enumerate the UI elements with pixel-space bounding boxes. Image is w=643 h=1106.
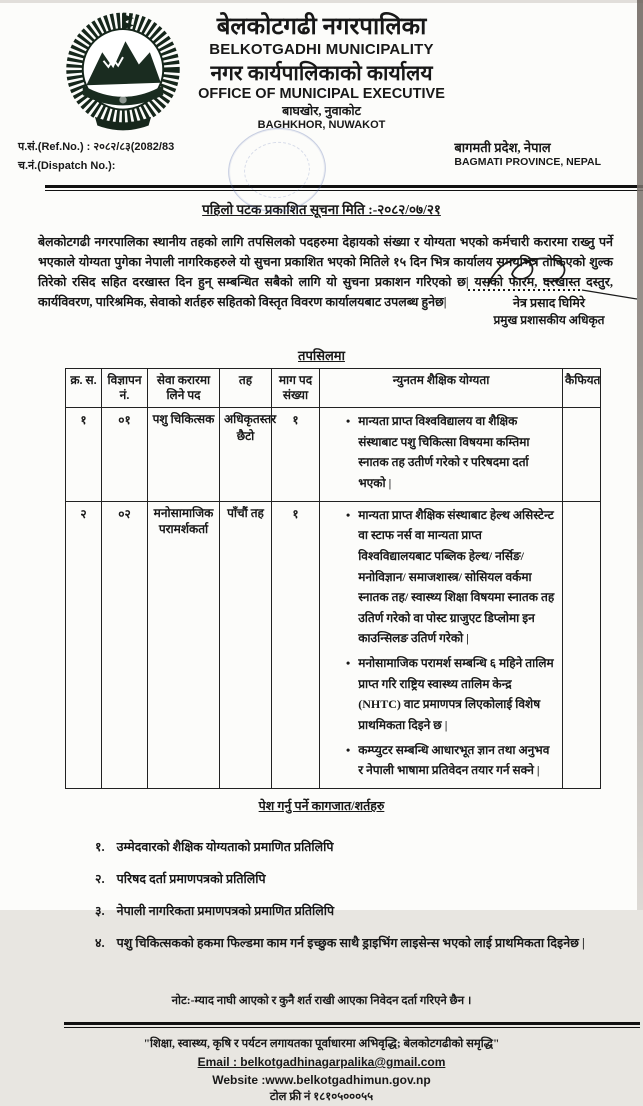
- qualification-text: मनोसामाजिक परामर्श सम्बन्धि ६ महिने तालिम प्राप्त गरि राष्ट्रिय स्वास्थ्य तालिम केन्द्र (NHTC) वाट प्रमाणपत्र लिएकोलाई विशेष प्राथमिकता दिइने छ |: [358, 656, 554, 732]
- note-line: नोट:-म्याद नाघी आएको र कुनै शर्त राखी आएका निवेदन दर्ता गरिएने छैन ।: [171, 994, 472, 1007]
- website-line: Website :www.belkotgadhimun.gov.np: [212, 1073, 431, 1088]
- col-header-level: तह: [220, 369, 272, 408]
- row2-sn: २: [66, 501, 102, 788]
- scan-edge-right: [637, 0, 643, 910]
- address-english: BAGHKHOR, NUWAKOT: [257, 118, 386, 131]
- col-header-remarks: कैफियत: [563, 369, 601, 408]
- col-header-post: सेवा करारमा लिने पद: [148, 369, 220, 408]
- bullet-icon: •: [346, 656, 351, 671]
- item-number: ३.: [95, 903, 105, 918]
- office-name-nepali: नगर कार्यपालिकाको कार्यालय: [210, 61, 433, 85]
- col-header-vacancies: माग पद संख्या: [272, 369, 320, 408]
- scan-edge-top: [0, 0, 643, 3]
- vacancy-table: [65, 368, 601, 789]
- signature-scribble-icon: [460, 250, 638, 300]
- qualification-item: [330, 653, 556, 736]
- item-text: उम्मेदवारको शैक्षिक योग्यताको प्रमाणित प्रतिलिपि: [116, 839, 334, 854]
- header-divider: [45, 185, 643, 191]
- row1-remarks: [563, 408, 601, 502]
- row2-qualifications: [320, 501, 563, 788]
- bullet-icon: •: [346, 507, 351, 522]
- table-header-row: [66, 369, 601, 408]
- signature-block: [459, 250, 639, 328]
- row2-post: मनोसामाजिक परामर्शकर्ता: [148, 501, 220, 788]
- list-item: [95, 902, 643, 919]
- row2-advt-no: ०२: [102, 501, 148, 788]
- slogan: "शिक्षा, स्वास्थ्य, कृषि र पर्यटन लगायतका पूर्वाधारमा अभिवृद्धि; बेलकोटगढीको समृद्धि": [143, 1037, 500, 1050]
- table-row: [66, 408, 601, 502]
- row1-post: पशु चिकित्सक: [148, 408, 220, 502]
- province-english: BAGMATI PROVINCE, NEPAL: [454, 155, 601, 168]
- item-number: २.: [95, 871, 105, 886]
- list-item: [95, 838, 643, 855]
- item-number: ४.: [95, 935, 105, 950]
- qualification-item: [330, 740, 556, 781]
- row2-vacancies: १: [272, 501, 320, 788]
- qualification-text: मान्यता प्राप्त शैक्षिक संस्थाबाट हेल्थ असिस्टेन्ट वा स्टाफ नर्स वा मान्यता प्राप्त विश्वविद्यालयबाट पब्लिक हेल्थ/ नर्सिङ/ मनोविज्ञान/ समाजशास्त्र/ सोसियल वर्कमा स्नातक तह/ स्वास्थ्य शिक्षा विषयमा स्नातक तह उतिर्ण गरेको वा पोस्ट ग्राजुएट डिप्लोमा इन काउन्सिलङ उतिर्ण गरेको |: [358, 507, 555, 646]
- row1-vacancies: १: [272, 408, 320, 502]
- col-header-sn: क्र. स.: [66, 369, 102, 408]
- bullet-icon: •: [346, 742, 351, 757]
- qualification-text: कम्प्युटर सम्बन्धि आधारभूत ज्ञान तथा अनुभव र नेपाली भाषामा प्रतिवेदन तयार गर्न सक्ने |: [358, 742, 550, 778]
- office-name-english: OFFICE OF MUNICIPAL EXECUTIVE: [198, 85, 445, 102]
- documents-list: [95, 838, 643, 951]
- row1-sn: १: [66, 408, 102, 502]
- item-number: १.: [95, 839, 105, 854]
- row2-remarks: [563, 501, 601, 788]
- list-item: [95, 934, 643, 951]
- item-text: नेपाली नागरिकता प्रमाणपत्रको प्रमाणित प्रतिलिपि: [116, 903, 335, 918]
- documents-heading: पेश गर्नु पर्ने कागजात/शर्तहरु: [258, 798, 385, 813]
- signatory-designation: प्रमुख प्रशासकीय अधिकृत: [493, 313, 605, 327]
- dispatch-no-line: च.नं.(Dispatch No.):: [18, 160, 116, 173]
- footer: [0, 1036, 643, 1106]
- signatory-name: नेत्र प्रसाद घिमिरे: [513, 296, 585, 310]
- nepal-emblem-icon: [62, 12, 184, 134]
- municipality-name-english: BELKOTGADHI MUNICIPALITY: [209, 41, 434, 59]
- notice-body: बेलकोटगढी नगरपालिका स्थानीय तहको लागि तपसिलको पदहरुमा देहायको संख्या र योग्यता भएको कर्मचारी करारमा राख्नु पर्ने भएकाले योग्यता पुगेका नेपाली नागरिकहरुले यो सुचना प्रकाशित भएको मितिले १५ दिन भित्र कार्यालय समयभित्र तोकिएको शुल्क तिरेको रसिद सहित दरखास्त दिन हुन् सम्बन्धित सबैको लागि यो सुचना प्रकाशन गरिएको छ| यसको फारम, दरखास्त दस्तुर, कार्यविवरण, पारिश्रमिक, सेवाको शर्तहरु सहितको विस्तृत विवरण कार्यालयबाट उपलब्ध हुनेछ|: [38, 235, 613, 310]
- address-nepali: बाघखोर, नुवाकोट: [282, 103, 361, 118]
- row1-level: अधिकृतस्तर छैटो: [220, 408, 272, 502]
- municipality-emblem-logo: [62, 12, 184, 134]
- qualification-item: [330, 411, 556, 494]
- item-text: पशु चिकित्सकको हकमा फिल्डमा काम गर्न इच्छुक साथै ड्राइभिंग लाइसेन्स भएको लाई प्राथमिकता दिइनेछ |: [116, 935, 585, 950]
- qualification-text: मान्यता प्राप्त विश्वविद्यालय वा शैक्षिक संस्थाबाट पशु चिकित्सा विषयमा कम्तिमा स्नातक तह उतीर्ण गरेको र परिषदमा दर्ता भएको |: [358, 414, 530, 491]
- reference-numbers: [18, 138, 174, 178]
- province-nepali: बागमती प्रदेश, नेपाल: [454, 139, 551, 155]
- qualification-item: [330, 505, 556, 649]
- table-caption: तपसिलमा: [298, 348, 345, 364]
- footer-divider: [64, 1022, 640, 1028]
- municipality-name-nepali: बेलकोटगढी नगरपालिका: [216, 14, 427, 40]
- list-item: [95, 870, 643, 887]
- email-line: Email : belkotgadhinagarpalika@gmail.com: [197, 1055, 446, 1070]
- row1-qualifications: [320, 408, 563, 502]
- table-row: [66, 501, 601, 788]
- col-header-advt-no: विज्ञापन नं.: [102, 369, 148, 408]
- tollfree-line: टोल फ्री नं १८१०५०००५५: [269, 1091, 374, 1104]
- province-block: [454, 138, 601, 168]
- row1-advt-no: ०१: [102, 408, 148, 502]
- notice-title: पहिलो पटक प्रकाशित सूचना मिति :-२०८२/०७/२१: [202, 202, 441, 218]
- col-header-qualification: न्युनतम शैक्षिक योग्यता: [320, 369, 563, 408]
- bullet-icon: •: [346, 414, 351, 429]
- ref-no-line: प.सं.(Ref.No.) : २०८२/८३(2082/83: [18, 140, 175, 153]
- row2-level: पाँचौं तह: [220, 501, 272, 788]
- item-text: परिषद दर्ता प्रमाणपत्रको प्रतिलिपि: [116, 871, 266, 886]
